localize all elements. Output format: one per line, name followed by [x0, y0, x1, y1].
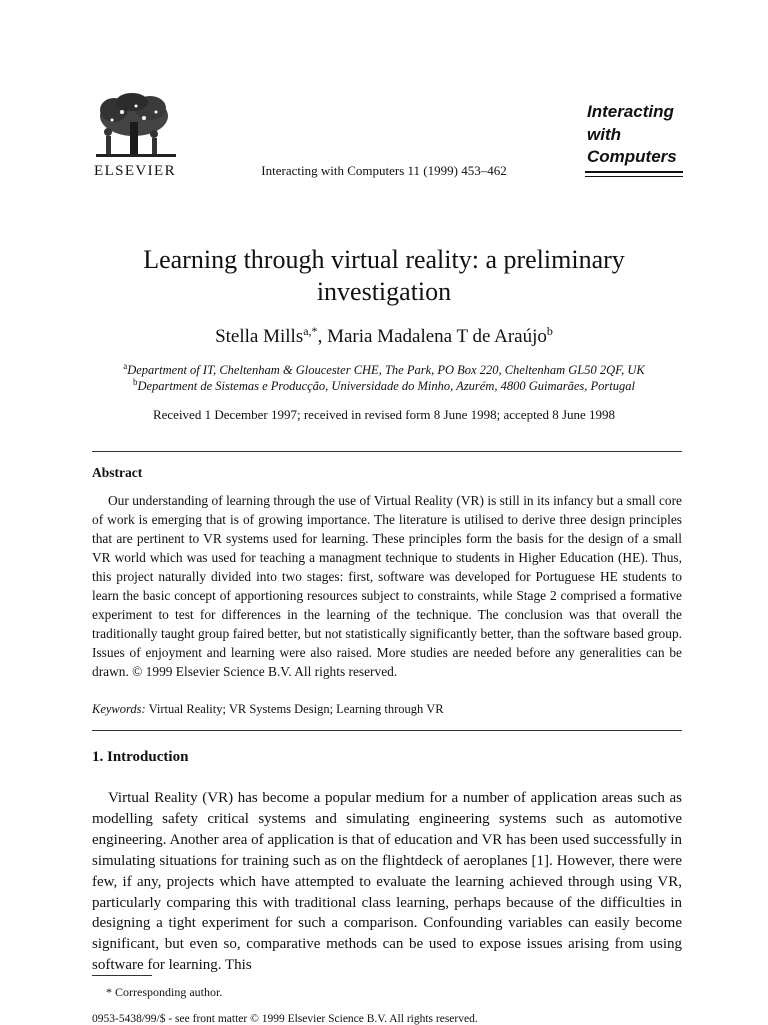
- abstract-text: Our understanding of learning through the use of Virtual Reality (VR) is still in its infancy but a small core of work is emerging that is of growing importance. The literature is utilised to derive three design principles that are pertinent to VR systems used for learning. These principles form the basis for the design of a small VR world which was used for teaching a managment technique to students in Higher Education (HE). Thus, this project naturally divided into two stages: first, software was developed for Portuguese HE students to learn the basic concept of apportioning resources subject to constraints, while Stage 2 comprised a formative experiment to test for differences in the learning of the technique. The conclusion was that overall the traditionally taught group faired better, but not statistically significantly better, than the software based group. Issues of enjoyment and learning were also raised. More studies are needed before any generalities can be drawn. © 1999 Elsevier Science B.V. All rights reserved.: [92, 493, 682, 679]
- divider: [92, 730, 682, 731]
- publisher-name: ELSEVIER: [94, 163, 177, 179]
- journal-brand-line: with: [587, 124, 621, 144]
- section-heading: 1. Introduction: [92, 749, 189, 765]
- affiliation-text: Department of IT, Cheltenham & Gloucester CHE, The Park, PO Box 220, Cheltenham GL50 2QF, UK: [127, 363, 645, 377]
- journal-brand-rule: [585, 171, 683, 173]
- journal-brand-line: Interacting: [587, 102, 674, 121]
- affiliation-b: [0, 379, 768, 394]
- author-superscript: b: [546, 324, 553, 338]
- copyright-line: 0953-5438/99/$ - see front matter © 1999 Elsevier Science B.V. All rights reserved.: [92, 1013, 478, 1025]
- journal-citation: Interacting with Computers 11 (1999) 453–462: [261, 163, 507, 178]
- affiliation-marker: b: [132, 377, 138, 387]
- affiliation-marker: a: [123, 361, 128, 371]
- affiliation-a: [0, 363, 768, 378]
- journal-brand: [587, 101, 677, 169]
- author-separator: ,: [317, 326, 328, 347]
- author-name: Stella Mills: [215, 326, 304, 347]
- received-dates: Received 1 December 1997; received in revised form 8 June 1998; accepted 8 June 1998: [152, 407, 616, 422]
- article-title: [0, 244, 768, 308]
- title-line: Learning through virtual reality: a preliminary: [143, 245, 625, 274]
- divider: [92, 451, 682, 452]
- footnote: * Corresponding author.: [106, 985, 223, 999]
- authors: [0, 326, 768, 348]
- author-name: Maria Madalena T de Araújo: [327, 326, 547, 347]
- journal-brand-rule: [585, 176, 683, 177]
- affiliation-text: Department de Sistemas e Producção, Universidade do Minho, Azurém, 4800 Guimarães, Portugal: [137, 379, 635, 393]
- keywords: [92, 702, 444, 717]
- journal-brand-line: Computers: [587, 147, 677, 166]
- title-line: investigation: [316, 277, 452, 306]
- footnote-divider: [92, 975, 152, 976]
- author-superscript: a,*: [303, 324, 318, 338]
- keywords-label: Keywords:: [92, 702, 146, 716]
- keywords-list: Virtual Reality; VR Systems Design; Learning through VR: [148, 702, 444, 716]
- abstract-heading: Abstract: [92, 465, 143, 480]
- introduction-text: Virtual Reality (VR) has become a popular medium for a number of application areas such as modelling safety critical systems and simulating engineering systems such as automotive engineering. Another area of application is that of education and VR has been used successfully in simulating situations for training such as on the flightdeck of aeroplanes [1]. However, there were few, if any, projects which have attempted to evaluate the learning achieved through using VR, particularly comparing this with traditional class learning, perhaps because of the difficulties in designing a tight experiment for such a comparison. Confounding variables can easily become significant, but even so, comparative methods can be used to expose issues arising from using software for learning. This: [92, 790, 682, 974]
